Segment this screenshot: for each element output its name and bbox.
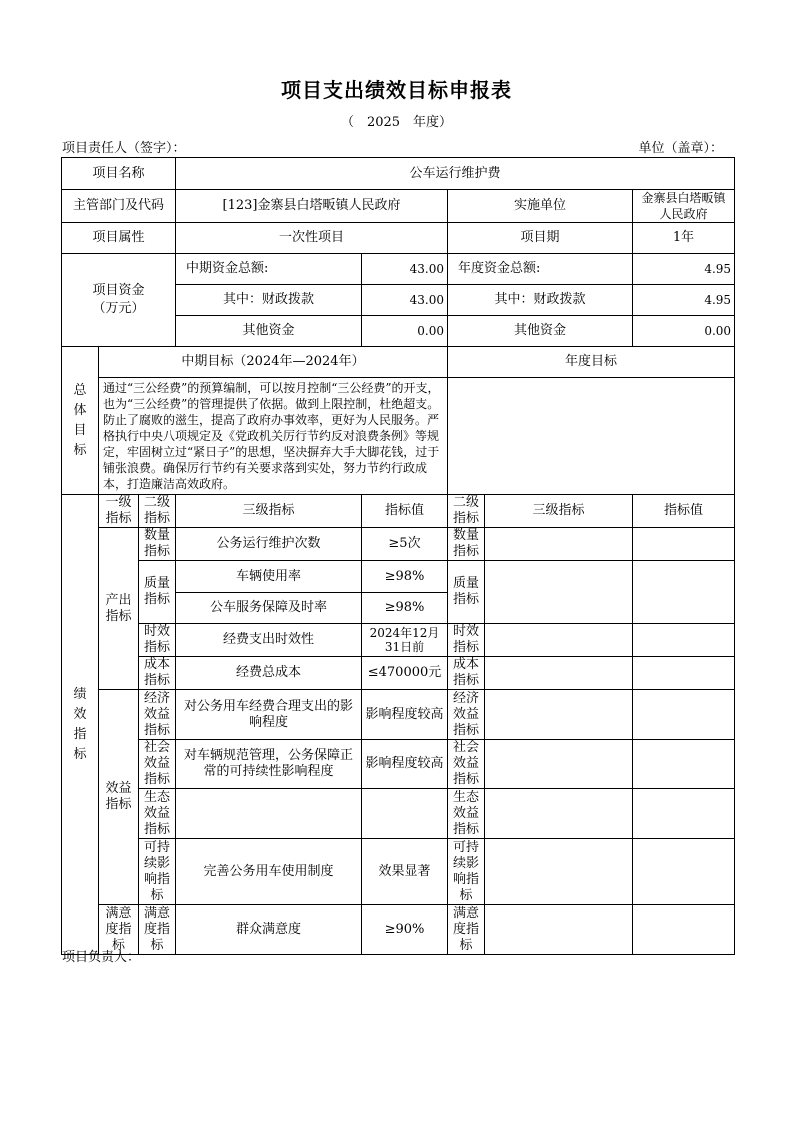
year-fiscal-label: 其中：财政拨款 bbox=[448, 285, 633, 316]
dept-value: [123]金寨县白塔畈镇人民政府 bbox=[176, 190, 448, 223]
social-value-year bbox=[633, 740, 735, 789]
sustainability-indicator-year: 可持 续影 响指 标 bbox=[448, 839, 485, 905]
responsible-signature-label: 项目责任人（签字）： bbox=[62, 141, 186, 156]
satisfaction-value: ≥90% bbox=[362, 905, 448, 955]
period-label: 项目期 bbox=[448, 223, 633, 254]
quantity-name: 公务运行维护次数 bbox=[176, 528, 362, 561]
quantity-indicator: 数量 指标 bbox=[139, 528, 176, 561]
quality-name-year bbox=[485, 561, 633, 624]
economic-value-year bbox=[633, 690, 735, 740]
mid-fiscal-value: 43.00 bbox=[362, 285, 448, 316]
year-other-value: 0.00 bbox=[633, 316, 735, 347]
dept-label: 主管部门及代码 bbox=[62, 190, 176, 223]
sustainability-name: 完善公务用车使用制度 bbox=[176, 839, 362, 905]
mid-goal-text: 通过“三公经费”的预算编制，可以按月控制“三公经费”的开支，也为“三公经费”的管理提供了依据。做到上限控制，杜绝超支。防止了腐败的滋生，提高了政府办事效率，更好为人民服务。严格执行中央八项规定及《党政机关厉行节约反对浪费条例》等规定，牢固树立过“紧日子”的思想，坚决摒弃大手大脚花钱，过于铺张浪费。确保厉行节约有关要求落到实处，努力节约行政成本，打造廉洁高效政府。 bbox=[99, 378, 448, 495]
quality-value-year bbox=[633, 561, 735, 624]
social-name-year bbox=[485, 740, 633, 789]
timeliness-name-year bbox=[485, 624, 633, 657]
cost-value-year bbox=[633, 657, 735, 690]
quality-name-1: 车辆使用率 bbox=[176, 561, 362, 593]
satisfaction-name-year bbox=[485, 905, 633, 955]
period-value: 1年 bbox=[633, 223, 735, 254]
attr-value: 一次性项目 bbox=[176, 223, 448, 254]
unit-seal-label: 单位（盖章）： bbox=[638, 141, 723, 156]
quantity-value: ≥5次 bbox=[362, 528, 448, 561]
ecological-indicator: 生态 效益 指标 bbox=[139, 789, 176, 839]
impl-unit-label: 实施单位 bbox=[448, 190, 633, 223]
social-indicator: 社会 效益 指标 bbox=[139, 740, 176, 789]
social-value: 影响程度较高 bbox=[362, 740, 448, 789]
value-header-year: 指标值 bbox=[633, 495, 735, 528]
cost-value: ≤470000元 bbox=[362, 657, 448, 690]
quantity-indicator-year: 数量 指标 bbox=[448, 528, 485, 561]
economic-indicator: 经济 效益 指标 bbox=[139, 690, 176, 740]
cost-name: 经费总成本 bbox=[176, 657, 362, 690]
ecological-name bbox=[176, 789, 362, 839]
satisfaction-name: 群众满意度 bbox=[176, 905, 362, 955]
project-name-label: 项目名称 bbox=[62, 158, 176, 190]
level2-header: 二级 指标 bbox=[139, 495, 176, 528]
quality-value-2: ≥98% bbox=[362, 593, 448, 624]
timeliness-indicator-year: 时效 指标 bbox=[448, 624, 485, 657]
economic-name: 对公务用车经费合理支出的影响程度 bbox=[176, 690, 362, 740]
timeliness-name: 经费支出时效性 bbox=[176, 624, 362, 657]
economic-indicator-year: 经济 效益 指标 bbox=[448, 690, 485, 740]
level2-header-year: 二级 指标 bbox=[448, 495, 485, 528]
project-leader-label: 项目负责人： bbox=[62, 950, 141, 965]
value-header: 指标值 bbox=[362, 495, 448, 528]
benefit-indicators-label: 效益 指标 bbox=[99, 690, 139, 905]
attr-label: 项目属性 bbox=[62, 223, 176, 254]
cost-name-year bbox=[485, 657, 633, 690]
year-goal-text bbox=[448, 378, 735, 495]
year-other-label: 其他资金 bbox=[448, 316, 633, 347]
quantity-name-year bbox=[485, 528, 633, 561]
satisfaction-indicator: 满意 度指 标 bbox=[139, 905, 176, 955]
year-goal-header: 年度目标 bbox=[448, 347, 735, 378]
sustainability-indicator: 可持 续影 响指 标 bbox=[139, 839, 176, 905]
year-total-label: 年度资金总额: bbox=[448, 254, 633, 285]
ecological-indicator-year: 生态 效益 指标 bbox=[448, 789, 485, 839]
level1-header: 一级 指标 bbox=[99, 495, 139, 528]
quality-value-1: ≥98% bbox=[362, 561, 448, 593]
satisfaction-indicator-year: 满意 度指 标 bbox=[448, 905, 485, 955]
quality-name-2: 公车服务保障及时率 bbox=[176, 593, 362, 624]
social-name: 对车辆规范管理，公务保障正常的可持续性影响程度 bbox=[176, 740, 362, 789]
performance-indicators-label: 绩 效 指 标 bbox=[62, 495, 99, 955]
overall-goals-label: 总 体 目 标 bbox=[62, 347, 99, 495]
social-indicator-year: 社会 效益 指标 bbox=[448, 740, 485, 789]
quality-indicator-year: 质量 指标 bbox=[448, 561, 485, 624]
timeliness-indicator: 时效 指标 bbox=[139, 624, 176, 657]
economic-value: 影响程度较高 bbox=[362, 690, 448, 740]
mid-total-label: 中期资金总额: bbox=[176, 254, 362, 285]
mid-total-value: 43.00 bbox=[362, 254, 448, 285]
quality-indicator: 质量 指标 bbox=[139, 561, 176, 624]
mid-other-value: 0.00 bbox=[362, 316, 448, 347]
ecological-value bbox=[362, 789, 448, 839]
year-fiscal-value: 4.95 bbox=[633, 285, 735, 316]
timeliness-value: 2024年12月31日前 bbox=[362, 624, 448, 657]
project-name-value: 公车运行维护费 bbox=[176, 158, 735, 190]
satisfaction-value-year bbox=[633, 905, 735, 955]
performance-target-table bbox=[61, 157, 735, 955]
year-total-value: 4.95 bbox=[633, 254, 735, 285]
sustainability-value-year bbox=[633, 839, 735, 905]
level3-header: 三级指标 bbox=[176, 495, 362, 528]
quantity-value-year bbox=[633, 528, 735, 561]
ecological-value-year bbox=[633, 789, 735, 839]
timeliness-value-year bbox=[633, 624, 735, 657]
year-line: （ 2025 年度） bbox=[340, 115, 453, 130]
mid-fiscal-label: 其中：财政拨款 bbox=[176, 285, 362, 316]
cost-indicator: 成本 指标 bbox=[139, 657, 176, 690]
sustainability-value: 效果显著 bbox=[362, 839, 448, 905]
cost-indicator-year: 成本 指标 bbox=[448, 657, 485, 690]
mid-other-label: 其他资金 bbox=[176, 316, 362, 347]
satisfaction-indicators-label: 满意 度指 标 bbox=[99, 905, 139, 955]
form-title: 项目支出绩效目标申报表 bbox=[281, 78, 512, 102]
level3-header-year: 三级指标 bbox=[485, 495, 633, 528]
ecological-name-year bbox=[485, 789, 633, 839]
funds-label: 项目资金 （万元） bbox=[62, 254, 176, 347]
impl-unit-value: 金寨县白塔畈镇人民政府 bbox=[633, 190, 735, 223]
economic-name-year bbox=[485, 690, 633, 740]
mid-goal-header: 中期目标（2024年—2024年） bbox=[99, 347, 448, 378]
output-indicators-label: 产出 指标 bbox=[99, 528, 139, 690]
sustainability-name-year bbox=[485, 839, 633, 905]
